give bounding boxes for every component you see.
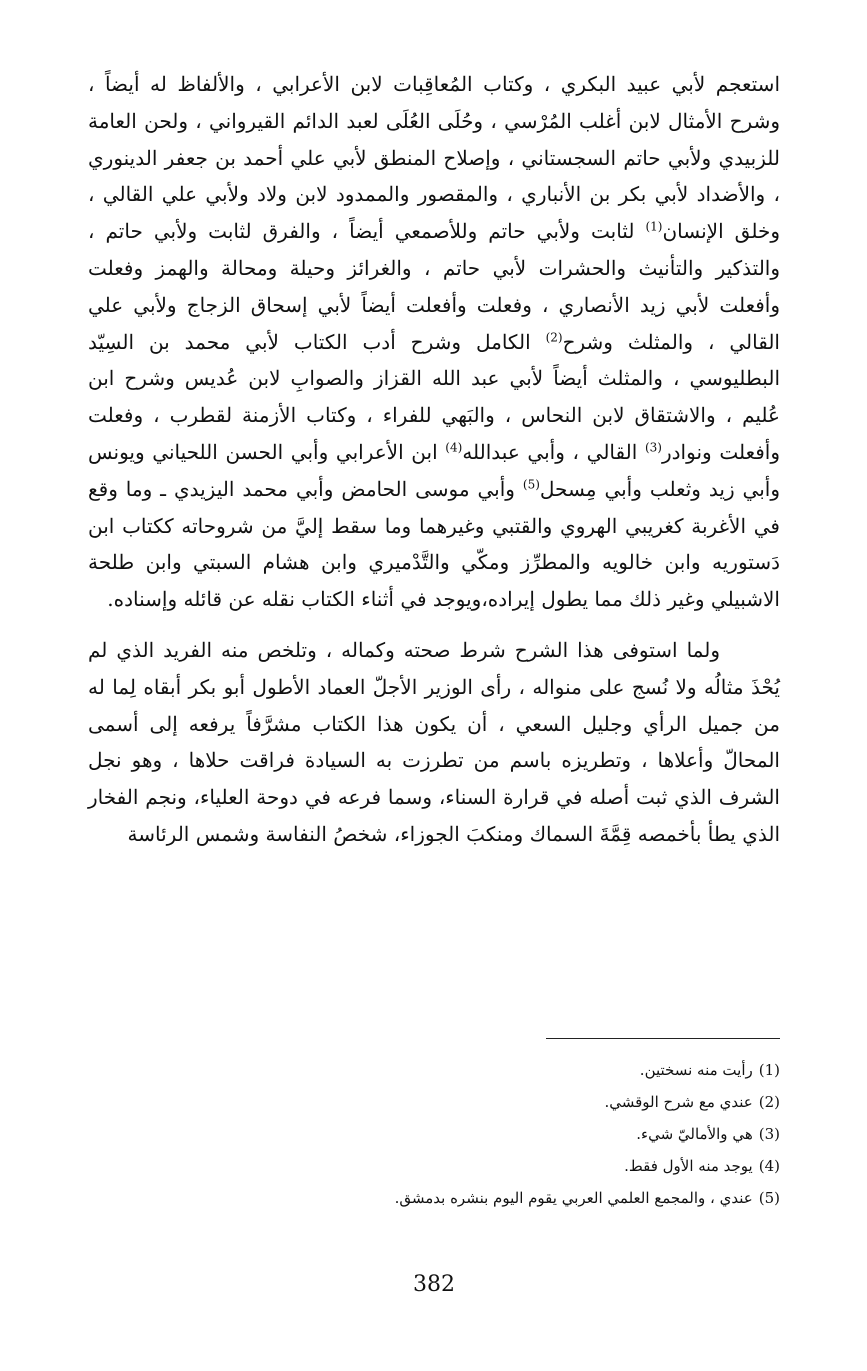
footnote-text: عندي مع شرح الوقشي. [604, 1093, 753, 1111]
footnote-text: رأيت منه نسختين. [639, 1061, 753, 1079]
paragraph-1-text-5: ابن الأعرابي وأبي الحسن اللحياني ويونس وأبي زيد وثعلب وأبي مِسحل [88, 439, 780, 501]
paragraph-1-text-6: وأبي موسى الحامض وأبي محمد اليزيدي ـ وما وقع في الأغربة كغريبي الهروي والقتبي وغيرهما وما سقط إليَّ من شروحاته ككتاب ابن دَستوريه وابن خالويه والمطرِّز ومكّي والتَّدْميري وابن هشام السبتي وابن طلحة الاشبيلي وغير ذلك مما يطول إيراده،ويوجد في أثناء الكتاب نقله عن قائله وإسناده. [88, 476, 780, 612]
paragraph-1-text-1: استعجم لأبي عبيد البكري ، وكتاب المُعاقِبات لابن الأعرابي ، والألفاظ له أيضاً ، وشرح الأمثال لابن أغلب المُرْسي ، وحُلَى العُلَى لعبد الدائم القيرواني ، ولحن العامة للزبيدي ولأبي حاتم السجستاني ، وإصلاح المنطق لأبي علي أحمد بن جعفر الدينوري ، والأضداد لأبي بكر بن الأنباري ، والمقصور والممدود لابن ولاد ولأبي علي القالي ، وخلق الإنسان [88, 72, 780, 244]
body-paragraph-1 [88, 66, 780, 618]
footnote-number: (5) [758, 1189, 780, 1207]
footnote-ref-2: (2) [545, 329, 563, 344]
footnote-item [88, 1150, 780, 1182]
paragraph-1-text-2: لثابت ولأبي حاتم وللأصمعي أيضاً ، والفرق لثابت ولأبي حاتم ، والتذكير والتأنيث والحشرات لأبي حاتم ، والغرائز وحيلة ومحالة والهمز وفعلت وأفعلت لأبي زيد الأنصاري ، وفعلت وأفعلت أيضاً لأبي إسحاق الزجاج ولأبي علي القالي ، والمثلث وشرح [88, 219, 780, 354]
footnote-item [88, 1086, 780, 1118]
footnote-divider [546, 1038, 780, 1039]
footnote-text: يوجد منه الأول فقط. [624, 1157, 753, 1175]
paragraph-1-text-3: الكامل وشرح أدب الكتاب لأبي محمد بن السِيّد البطليوسي ، والمثلث أيضاً لأبي عبد الله القزاز والصوابِ لابن عُديس وشرح ابن عُليم ، والاشتقاق لابن النحاس ، والبَهي للفراء ، وكتاب الأزمنة لقطرب ، وفعلت وأفعلت ونوادر [88, 329, 781, 464]
footnote-ref-5: (5) [522, 477, 540, 492]
footnote-ref-4: (4) [445, 440, 463, 455]
footnote-text: هي والأماليّ شيء. [636, 1125, 753, 1143]
footnote-number: (3) [758, 1125, 780, 1143]
paragraph-1-text-4: القالي ، وأبي عبدالله [462, 439, 645, 464]
body-paragraph-2: ولما استوفى هذا الشرح شرط صحته وكماله ، وتلخص منه الفريد الذي لم يُحْذَ مثالُه ولا نُسج على منواله ، رأى الوزير الأجلّ العماد الأطول أبو بكر أبقاه لِما له من جميل الرأي وجليل السعي ، أن يكون هذا الكتاب مشرَّفاً يرفعه إلى أسمى المحالّ وأعلاها ، وتطريزه باسم من تطرزت به السيادة فراقت حلاها ، وهو نجل الشرف الذي ثبت أصله في قرارة السناء، وسما فرعه في دوحة العلياء، ونجم الفخار الذي يطأ بأخمصه قِمَّةَ السماك ومنكبَ الجوزاء، شخصُ النفاسة وشمس الرئاسة [88, 637, 780, 846]
footnote-number: (2) [758, 1093, 780, 1111]
footnote-number: (1) [758, 1061, 780, 1079]
footnote-item [88, 1054, 780, 1086]
page-number: 382 [413, 1272, 455, 1297]
footnote-number: (4) [758, 1157, 780, 1175]
footnote-text: عندي ، والمجمع العلمي العربي يقوم اليوم بنشره بدمشق. [394, 1189, 753, 1207]
footnote-ref-3: (3) [644, 440, 662, 455]
book-page [88, 66, 780, 1346]
footnote-item [88, 1118, 780, 1150]
footnote-ref-1: (1) [645, 219, 663, 234]
footnote-item [88, 1182, 780, 1214]
footnotes-list [88, 1054, 780, 1214]
